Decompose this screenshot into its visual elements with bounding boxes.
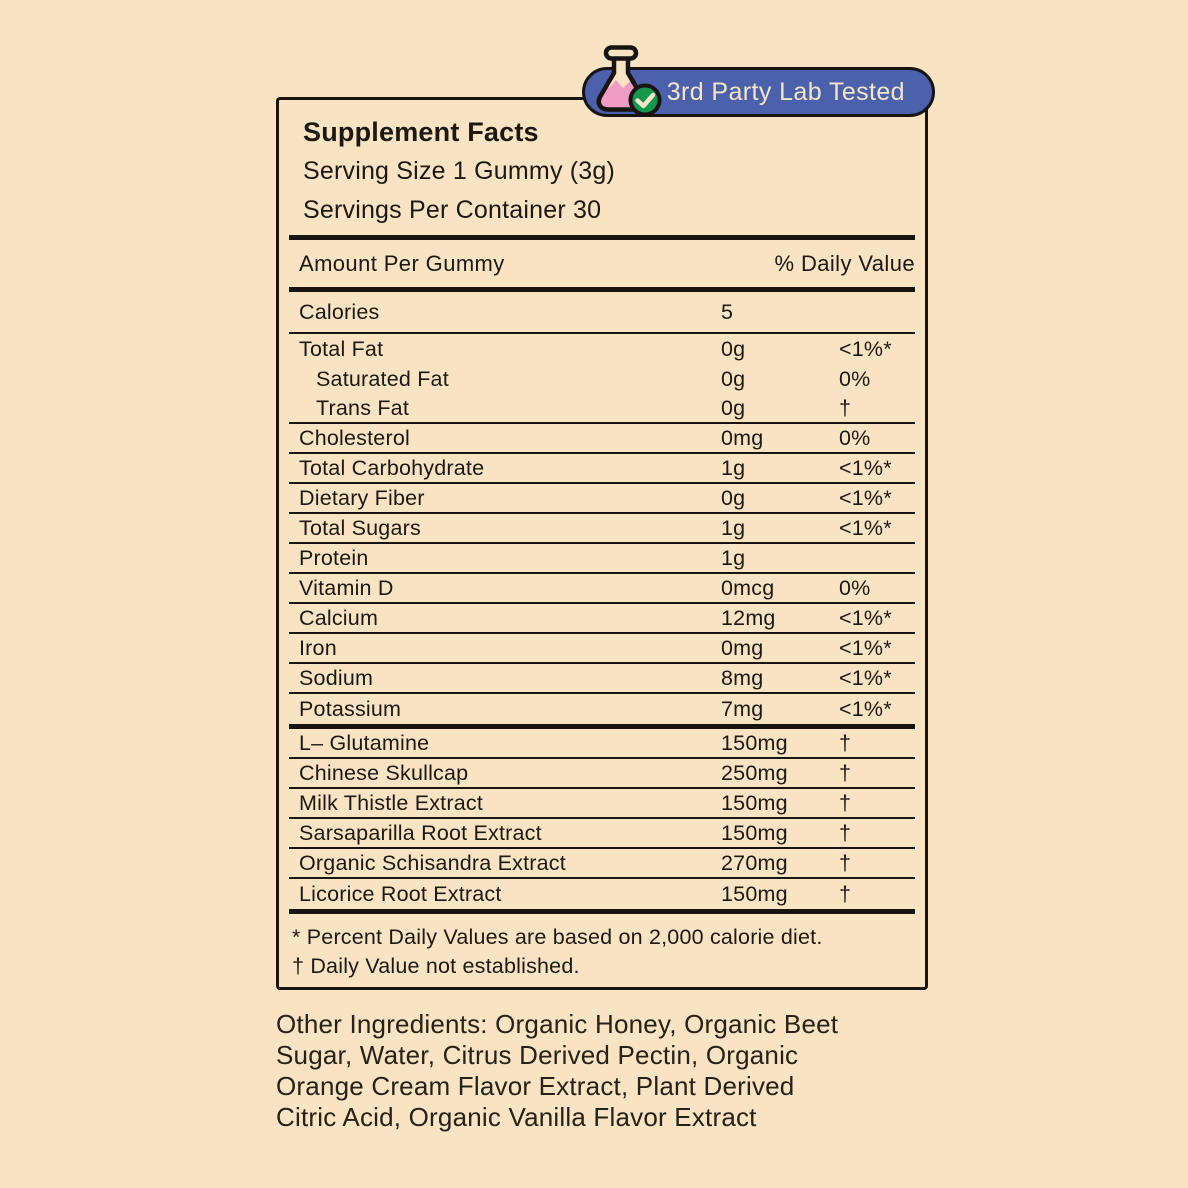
nutrient-label: Sodium bbox=[299, 665, 374, 690]
nutrient-dv: † bbox=[839, 760, 852, 785]
nutrient-dv: <1%* bbox=[839, 665, 892, 690]
nutrient-label: Sarsaparilla Root Extract bbox=[299, 820, 542, 845]
nutrient-dv: 0% bbox=[839, 366, 871, 391]
nutrient-amount: 150mg bbox=[721, 881, 788, 906]
nutrient-label: Cholesterol bbox=[299, 425, 410, 450]
footnotes bbox=[289, 914, 915, 981]
nutrient-label: Licorice Root Extract bbox=[299, 881, 502, 906]
nutrient-dv: <1%* bbox=[839, 336, 892, 361]
nutrient-dv: <1%* bbox=[839, 605, 892, 630]
amount-per-gummy-header: Amount Per Gummy bbox=[299, 250, 505, 276]
nutrient-row bbox=[289, 334, 915, 364]
nutrient-label: Milk Thistle Extract bbox=[299, 790, 483, 815]
nutrient-dv: <1%* bbox=[839, 485, 892, 510]
nutrient-amount: 0mcg bbox=[721, 575, 775, 600]
nutrient-row bbox=[289, 879, 915, 909]
nutrient-amount: 7mg bbox=[721, 696, 764, 721]
active-ingredient-rows bbox=[289, 729, 915, 909]
nutrient-rows bbox=[289, 292, 915, 724]
nutrient-amount: 5 bbox=[721, 299, 734, 324]
nutrient-row bbox=[289, 574, 915, 604]
nutrient-row bbox=[289, 759, 915, 789]
nutrient-dv: † bbox=[839, 850, 852, 875]
nutrient-label: Iron bbox=[299, 635, 337, 660]
daily-value-header: % Daily Value bbox=[774, 250, 915, 276]
nutrient-amount: 0g bbox=[721, 485, 746, 510]
nutrient-amount: 0mg bbox=[721, 635, 764, 660]
panel-title: Supplement Facts bbox=[303, 117, 539, 147]
other-ingredients-line: Sugar, Water, Citrus Derived Pectin, Organic bbox=[276, 1040, 799, 1070]
nutrient-row bbox=[289, 819, 915, 849]
nutrient-dv: † bbox=[839, 730, 852, 755]
nutrient-label: L– Glutamine bbox=[299, 730, 430, 755]
nutrient-row bbox=[289, 424, 915, 454]
nutrient-dv: † bbox=[839, 820, 852, 845]
nutrient-row bbox=[289, 634, 915, 664]
nutrient-dv: <1%* bbox=[839, 635, 892, 660]
facts-table bbox=[289, 235, 915, 981]
nutrient-label: Organic Schisandra Extract bbox=[299, 850, 566, 875]
verified-check-icon bbox=[631, 86, 660, 115]
serving-size-text: Serving Size 1 Gummy (3g) bbox=[303, 157, 616, 185]
nutrient-label: Total Fat bbox=[299, 336, 384, 361]
nutrient-row bbox=[289, 694, 915, 724]
nutrient-dv: <1%* bbox=[839, 455, 892, 480]
nutrient-amount: 12mg bbox=[721, 605, 776, 630]
footnote-line: * Percent Daily Values are based on 2,000 calorie diet. bbox=[292, 925, 823, 949]
nutrient-label: Calories bbox=[299, 299, 380, 324]
nutrient-label: Calcium bbox=[299, 605, 379, 630]
nutrient-amount: 8mg bbox=[721, 665, 764, 690]
nutrient-row bbox=[289, 544, 915, 574]
nutrient-dv: 0% bbox=[839, 575, 871, 600]
nutrient-label: Total Sugars bbox=[299, 515, 421, 540]
nutrient-label: Potassium bbox=[299, 696, 402, 721]
nutrient-dv: † bbox=[839, 790, 852, 815]
nutrient-amount: 1g bbox=[721, 515, 746, 540]
nutrient-amount: 0g bbox=[721, 395, 746, 420]
nutrient-row bbox=[289, 394, 915, 424]
other-ingredients-text bbox=[276, 1009, 956, 1133]
nutrient-row bbox=[289, 292, 915, 334]
lab-flask-icon bbox=[589, 45, 667, 127]
nutrient-amount: 0mg bbox=[721, 425, 764, 450]
nutrient-row bbox=[289, 664, 915, 694]
badge-label: 3rd Party Lab Tested bbox=[666, 77, 905, 106]
nutrient-label: Trans Fat bbox=[316, 395, 409, 420]
column-header-row bbox=[289, 240, 915, 287]
footnote-line: † Daily Value not established. bbox=[292, 954, 580, 978]
nutrient-label: Chinese Skullcap bbox=[299, 760, 469, 785]
nutrient-row bbox=[289, 484, 915, 514]
nutrient-amount: 150mg bbox=[721, 790, 788, 815]
nutrient-dv: † bbox=[839, 881, 852, 906]
nutrient-amount: 270mg bbox=[721, 850, 788, 875]
supplement-facts-panel bbox=[276, 97, 928, 990]
other-ingredients-line: Citric Acid, Organic Vanilla Flavor Extract bbox=[276, 1102, 757, 1132]
other-ingredients-line: Orange Cream Flavor Extract, Plant Derived bbox=[276, 1071, 795, 1101]
servings-per-container-text: Servings Per Container 30 bbox=[303, 196, 602, 224]
nutrient-row bbox=[289, 849, 915, 879]
nutrient-row bbox=[289, 729, 915, 759]
nutrient-dv: <1%* bbox=[839, 696, 892, 721]
nutrient-label: Saturated Fat bbox=[316, 366, 449, 391]
nutrient-dv: 0% bbox=[839, 425, 871, 450]
nutrient-dv: <1%* bbox=[839, 515, 892, 540]
nutrient-label: Total Carbohydrate bbox=[299, 455, 485, 480]
nutrient-row bbox=[289, 454, 915, 484]
nutrient-label: Protein bbox=[299, 545, 369, 570]
nutrient-row bbox=[289, 364, 915, 394]
other-ingredients-line: Other Ingredients: Organic Honey, Organic Beet bbox=[276, 1009, 839, 1039]
nutrient-amount: 0g bbox=[721, 336, 746, 361]
nutrient-label: Dietary Fiber bbox=[299, 485, 425, 510]
nutrient-amount: 0g bbox=[721, 366, 746, 391]
lab-tested-badge bbox=[582, 67, 935, 117]
nutrient-dv: † bbox=[839, 395, 852, 420]
nutrient-amount: 150mg bbox=[721, 730, 788, 755]
nutrient-amount: 250mg bbox=[721, 760, 788, 785]
nutrient-row bbox=[289, 514, 915, 544]
nutrient-amount: 1g bbox=[721, 455, 746, 480]
nutrient-row bbox=[289, 604, 915, 634]
nutrient-label: Vitamin D bbox=[299, 575, 394, 600]
nutrient-amount: 150mg bbox=[721, 820, 788, 845]
nutrient-amount: 1g bbox=[721, 545, 746, 570]
nutrient-row bbox=[289, 789, 915, 819]
